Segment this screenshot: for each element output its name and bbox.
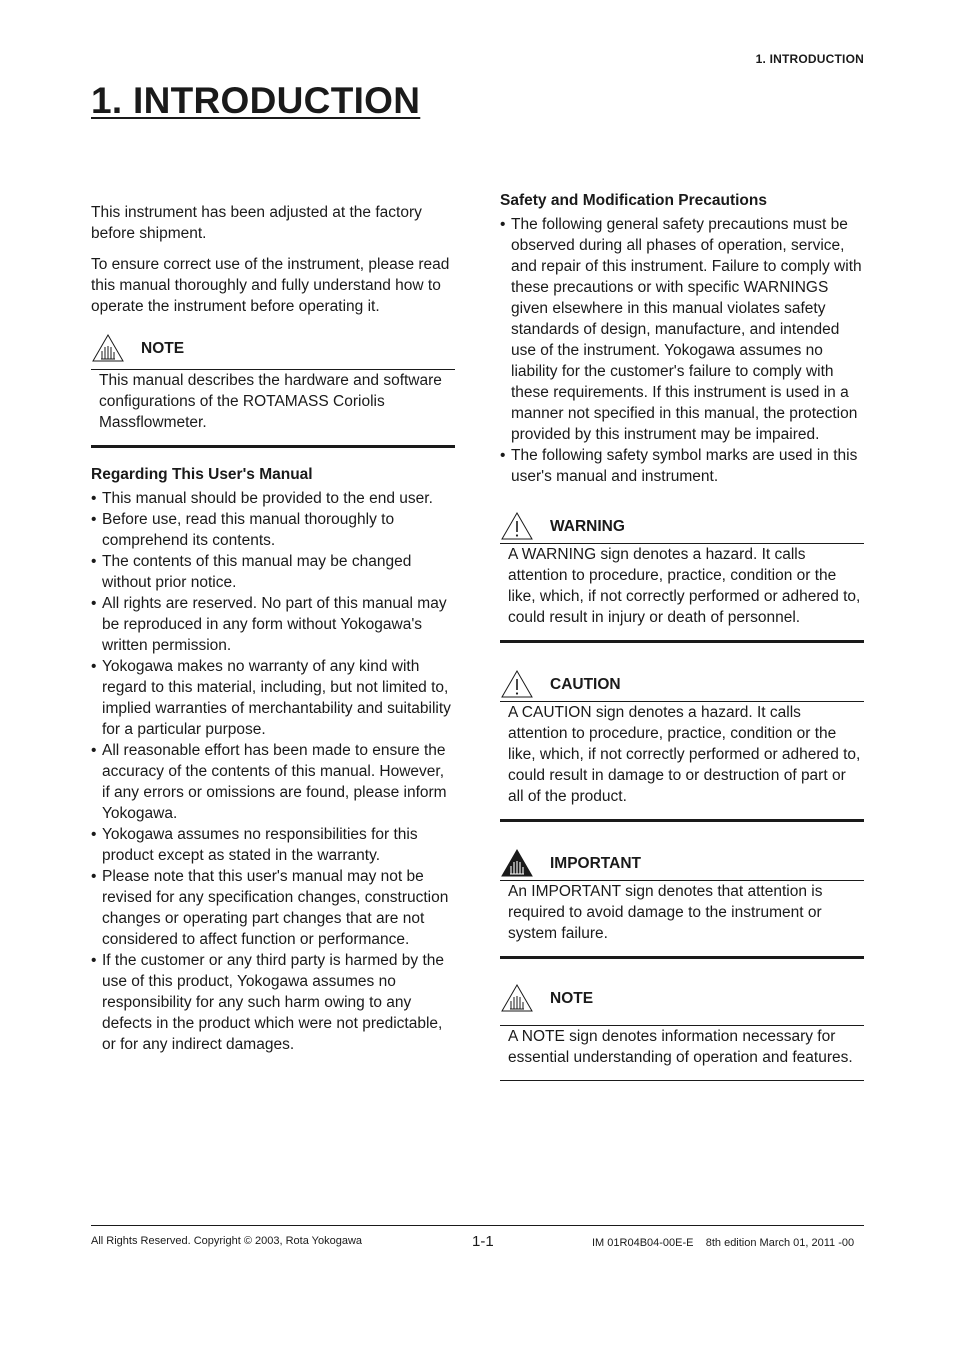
caution-box [500, 667, 864, 822]
page-title: 1. INTRODUCTION [91, 80, 421, 121]
list-item: • Yokogawa makes no warranty of any kind with regard to this material, including, but not limited to, implied warranties of merchantability and suitability for a particular purpose. [91, 656, 455, 740]
hand-important-icon [500, 848, 534, 878]
list-item: • Yokogawa assumes no responsibilities for this product except as stated in the warranty. [91, 824, 455, 866]
note-box-2-label: NOTE [550, 989, 594, 1007]
footer-copyright: All Rights Reserved. Copyright © 2003, Rota Yokogawa [91, 1235, 363, 1247]
left-column [91, 202, 455, 1055]
list-item: • The following safety symbol marks are used in this user's manual and instrument. [500, 445, 864, 487]
warning-box-header [500, 509, 864, 543]
list-item: • This manual should be provided to the end user. [91, 488, 455, 509]
safety-heading: Safety and Modification Precautions [500, 192, 767, 209]
safety-list [500, 214, 864, 487]
list-item: • Please note that this user's manual may not be revised for any specification changes, construction changes or operating part changes that are not considered to affect function or performance. [91, 866, 455, 950]
hand-note-icon [91, 333, 125, 363]
warning-box-text: A WARNING sign denotes a hazard. It calls attention to procedure, practice, condition or the like, which, if not correctly performed or adhered to, could result in injury or death of personnel. [500, 543, 864, 643]
warning-box [500, 509, 864, 643]
page-number: 1-1 [472, 1233, 494, 1250]
footer-doc-id: IM 01R04B04-00E-E 8th edition March 01, 2011 -00 [592, 1237, 855, 1249]
note-box-label: NOTE [141, 339, 185, 357]
warning-box-label: WARNING [550, 517, 625, 535]
important-box-label: IMPORTANT [550, 854, 641, 872]
right-column [500, 190, 864, 1081]
note-box-2 [500, 981, 864, 1081]
list-item: • The following general safety precautions must be observed during all phases of operation, service, and repair of this instrument. Failure to comply with these precautions or with specific WARNINGS given elsewhere in this manual violates safety standards of design, manufacture, and intended use of the instrument. Yokogawa assumes no liability for the customer's failure to comply with these requirements. If this instrument is used in a manner not specified in this manual, the protection provided by this instrument may be impaired. [500, 214, 864, 445]
footer-rule [91, 1225, 864, 1226]
caution-box-text: A CAUTION sign denotes a hazard. It calls attention to procedure, practice, condition or the like, which, if not correctly performed or adhered to, could result in damage to or destruction of part or all of the product. [500, 701, 864, 822]
note-box-text: This manual describes the hardware and software configurations of the ROTAMASS Coriolis Massflowmeter. [91, 369, 455, 448]
intro-paragraph-2: To ensure correct use of the instrument, please read this manual thoroughly and fully understand how to operate the instrument before operating it. [91, 256, 450, 315]
note-box-2-header [500, 981, 864, 1015]
important-box-text: An IMPORTANT sign denotes that attention is required to avoid damage to the instrument or system failure. [500, 880, 864, 959]
caution-triangle-icon [500, 669, 534, 699]
regarding-list [91, 488, 455, 1055]
list-item: • All reasonable effort has been made to ensure the accuracy of the contents of this manual. However, if any errors or omissions are found, please inform Yokogawa. [91, 740, 455, 824]
list-item: • If the customer or any third party is harmed by the use of this product, Yokogawa assumes no responsibility for any such harm owing to any defects in the product which were not predictable, or for any indirect damages. [91, 950, 455, 1055]
caution-box-label: CAUTION [550, 675, 621, 693]
note-box-2-text: A NOTE sign denotes information necessary for essential understanding of operation and features. [500, 1025, 864, 1081]
running-header: 1. INTRODUCTION [755, 52, 864, 66]
warning-triangle-icon [500, 511, 534, 541]
list-item: • The contents of this manual may be changed without prior notice. [91, 551, 455, 593]
list-item: • Before use, read this manual thoroughly to comprehend its contents. [91, 509, 455, 551]
hand-note-icon [500, 983, 534, 1013]
important-box [500, 846, 864, 959]
note-box-header [91, 331, 455, 365]
important-box-header [500, 846, 864, 880]
list-item: • All rights are reserved. No part of this manual may be reproduced in any form without Yokogawa's written permission. [91, 593, 455, 656]
regarding-heading: Regarding This User's Manual [91, 466, 313, 483]
intro-paragraph-1: This instrument has been adjusted at the factory before shipment. [91, 204, 422, 242]
caution-box-header [500, 667, 864, 701]
note-box [91, 331, 455, 448]
